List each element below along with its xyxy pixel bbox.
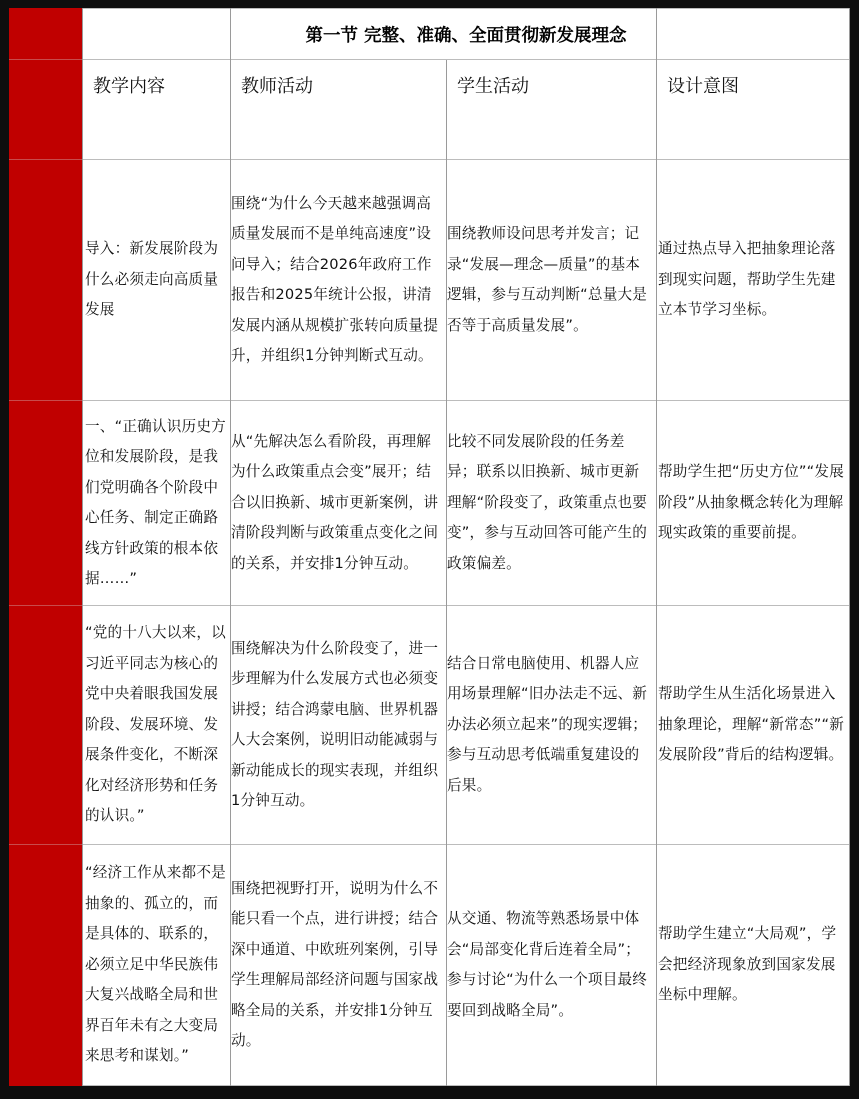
table-row-4-intent: 帮助学生建立“大局观”，学会把经济现象放到国家发展坐标中理解。 bbox=[658, 925, 837, 1004]
table-row-2-teacher: 从“先解决怎么看阶段，再理解为什么政策重点会变”展开；结合以旧换新、城市更新案例，讲清阶段判断与政策重点变化之间的关系，并安排1分钟互动。 bbox=[231, 432, 439, 572]
header-content: 教学内容 bbox=[93, 76, 165, 97]
table-row-4-teacher: 围绕把视野打开，说明为什么不能只看一个点，进行讲授；结合深中通道、中欧班列案例，引导学生理解局部经济问题与国家战略全局的关系，并安排1分钟互动。 bbox=[231, 879, 439, 1049]
table-row-4-student: 从交通、物流等熟悉场景中体会“局部变化背后连着全局”；参与讨论“为什么一个项目最终要回到战略全局”。 bbox=[447, 910, 648, 1019]
column-divider bbox=[849, 8, 850, 1086]
row-divider bbox=[9, 844, 82, 845]
red-margin-bar bbox=[9, 8, 82, 1086]
table-row-2-intent: 帮助学生把“历史方位”“发展阶段”从抽象概念转化为理解现实政策的重要前提。 bbox=[658, 463, 845, 542]
table-row-3-content: “党的十八大以来，以习近平同志为核心的党中央着眼我国发展阶段、发展环境、发展条件变化，不断深化对经济形势和任务的认识。” bbox=[85, 624, 226, 825]
header-intent: 设计意图 bbox=[667, 76, 739, 97]
table-row-3-student: 结合日常电脑使用、机器人应用场景理解“旧办法走不远、新办法必须立起来”的现实逻辑；参与互动思考低端重复建设的后果。 bbox=[447, 654, 648, 794]
row-divider bbox=[9, 59, 82, 60]
table-row-1-teacher: 围绕“为什么今天越来越强调高质量发展而不是单纯高速度”设问导入；结合2026年政府工作报告和2025年统计公报，讲清发展内涵从规模扩张转向质量提升，并组织1分钟判断式互动。 bbox=[231, 194, 439, 364]
row-divider bbox=[9, 605, 82, 606]
table-row-2-content: 一、“正确认识历史方位和发展阶段，是我们党明确各个阶段中心任务、制定正确路线方针政策的根本依据……” bbox=[85, 417, 226, 587]
lesson-plan-table bbox=[9, 8, 850, 1086]
table-row-3-intent: 帮助学生从生活化场景进入抽象理论，理解“新常态”“新发展阶段”背后的结构逻辑。 bbox=[658, 685, 845, 764]
table-row-2-student: 比较不同发展阶段的任务差异；联系以旧换新、城市更新理解“阶段变了，政策重点也要变”，参与互动回答可能产生的政策偏差。 bbox=[447, 432, 648, 572]
table-border-bottom bbox=[82, 1085, 850, 1086]
header-teacher: 教师活动 bbox=[241, 76, 313, 97]
row-divider bbox=[9, 400, 82, 401]
table-row-4-content: “经济工作从来都不是抽象的、孤立的，而是具体的、联系的，必须立足中华民族伟大复兴战略全局和世界百年未有之大变局来思考和谋划。” bbox=[85, 864, 226, 1065]
header-student: 学生活动 bbox=[457, 76, 529, 97]
row-divider bbox=[9, 159, 82, 160]
column-divider bbox=[82, 8, 83, 1086]
table-row-1-content: 导入：新发展阶段为什么必须走向高质量发展 bbox=[85, 240, 219, 319]
section-title: 第一节 完整、准确、全面贯彻新发展理念 bbox=[305, 25, 627, 46]
table-row-1-intent: 通过热点导入把抽象理论落到现实问题，帮助学生先建立本节学习坐标。 bbox=[658, 240, 836, 319]
table-row-1-student: 围绕教师设问思考并发言；记录“发展—理念—质量”的基本逻辑，参与互动判断“总量大是否等于高质量发展”。 bbox=[447, 225, 648, 334]
table-row-3-teacher: 围绕解决为什么阶段变了，进一步理解为什么发展方式也必须变讲授；结合鸿蒙电脑、世界机器人大会案例，说明旧动能减弱与新动能成长的现实表现，并组织1分钟互动。 bbox=[231, 639, 439, 809]
